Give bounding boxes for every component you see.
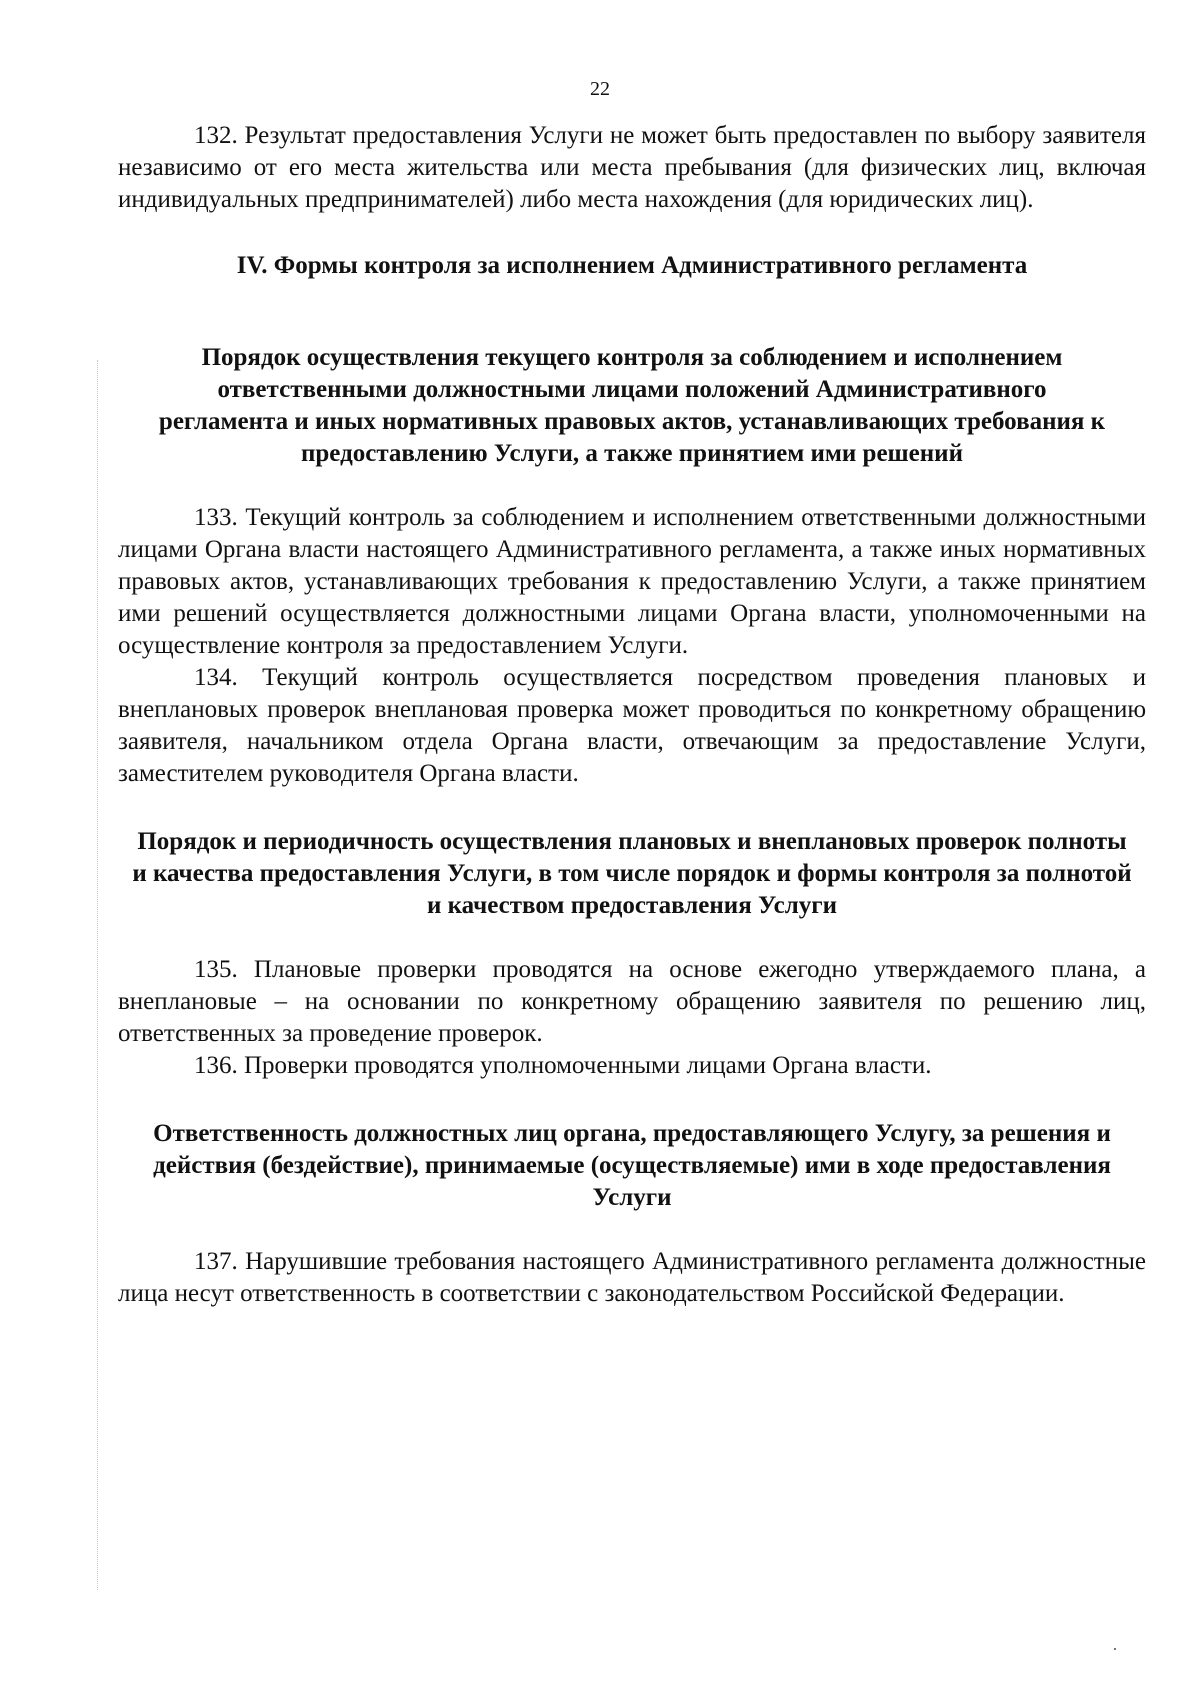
subsection-periodic-checks [118,826,1146,1082]
subsection-responsibility [118,1118,1146,1310]
subsection-heading: Ответственность должностных лиц органа, предоставляющего Услугу, за решения и действия (бездействие), принимаемые (осуществляемые) ими в ходе предоставления Услуги [153,1120,1111,1211]
document-body [118,120,1146,1310]
subsection-current-control [118,342,1146,790]
paragraph-134: 134. Текущий контроль осуществляется посредством проведения плановых и внеплановых проверок внеплановая проверка может проводиться по конкретному обращению заявителя, начальником отдела Органа власти, отвечающим за предоставление Услуги, заместителем руководителя Органа власти. [118,664,1146,787]
scan-margin-line [97,360,98,1590]
subsection-heading: Порядок и периодичность осуществления плановых и внеплановых проверок полноты и качества предоставления Услуги, в том числе порядок и формы контроля за полнотой и качеством предоставления Услуги [132,828,1132,919]
section-title: IV. Формы контроля за исполнением Административного регламента [236,252,1028,279]
paragraph-132: 132. Результат предоставления Услуги не может быть предоставлен по выбору заявителя независимо от его места жительства или места пребывания (для физических лиц, включая индивидуальных предпринимателей) либо места нахождения (для юридических лиц). [118,122,1146,213]
subsection-heading: Порядок осуществления текущего контроля за соблюдением и исполнением ответственными должностными лицами положений Административного регламента и иных нормативных правовых актов, устанавливающих требования к предоставлению Услуги, а также принятием ими решений [158,344,1106,467]
paragraph-133: 133. Текущий контроль за соблюдением и исполнением ответственными должностными лицами Органа власти настоящего Административного регламента, а также иных нормативных правовых актов, устанавливающих требования к предоставлению Услуги, а также принятием ими решений осуществляется должностными лицами Органа власти, уполномоченными на осуществление контроля за предоставлением Услуги. [118,504,1146,659]
paragraph-136: 136. Проверки проводятся уполномоченными лицами Органа власти. [194,1052,932,1079]
scan-speck [1114,1648,1116,1650]
paragraph-137: 137. Нарушившие требования настоящего Административного регламента должностные лица несут ответственность в соответствии с законодательством Российской Федерации. [118,1248,1146,1307]
paragraph-135: 135. Плановые проверки проводятся на основе ежегодно утверждаемого плана, а внеплановые – на основании по конкретному обращению заявителя по решению лиц, ответственных за проведение проверок. [118,956,1146,1047]
page-number: 22 [590,78,610,100]
